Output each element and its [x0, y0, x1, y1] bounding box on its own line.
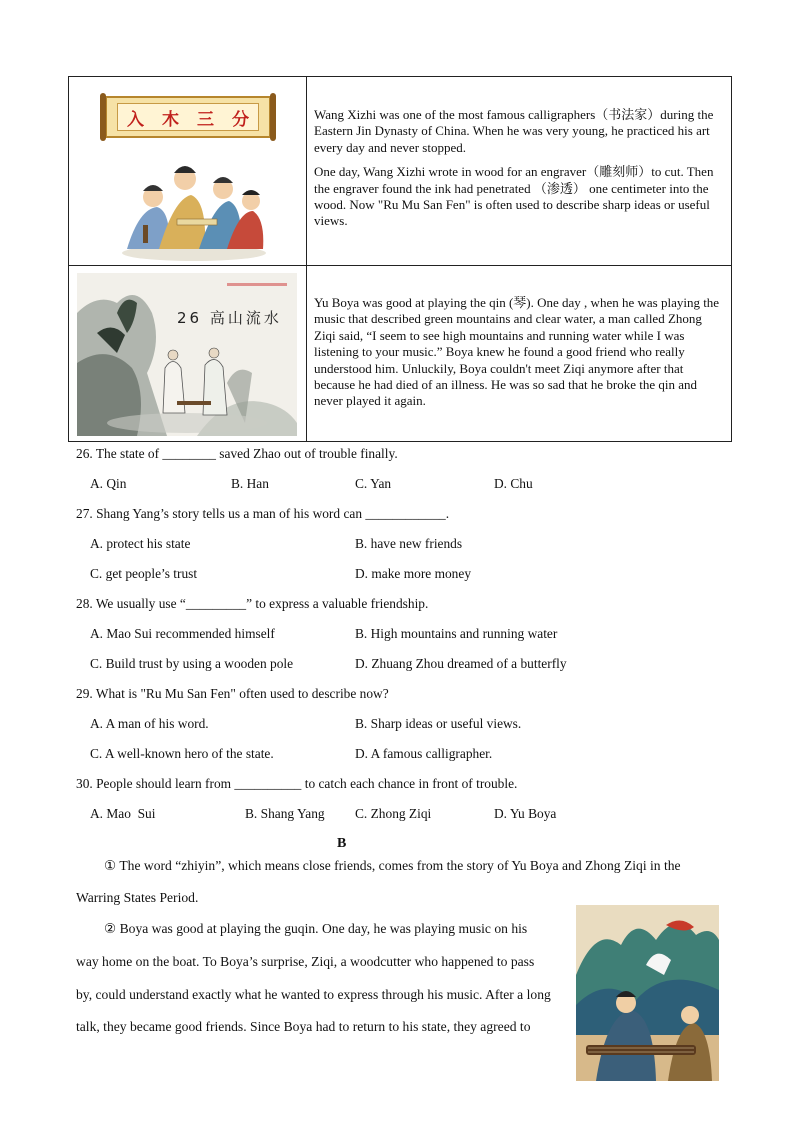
question-stem: 30. People should learn from __________ to catch each chance in front of trouble.	[76, 776, 518, 791]
question-stem: 27. Shang Yang’s story tells us a man of his word can ____________.	[76, 506, 450, 521]
landscape-illustration	[69, 266, 307, 441]
calligrapher-story-text	[314, 107, 723, 238]
people-scene-image	[119, 149, 269, 261]
answer-option: C. Yan	[355, 476, 392, 491]
passage-line: ② Boya was good at playing the guqin. One day, he was playing music on his	[104, 921, 528, 936]
title-scroll	[105, 96, 271, 138]
banner-char: 木	[162, 109, 179, 130]
story-paragraph: Yu Boya was good at playing the qin (琴). One day , when he was playing the music that described green mountains and clear water, a man called Zhong Ziqi said, “I seem to see high mountains and running water while I was listening to your music.” Boya knew he found a good friend who really understood him. Unluckily, Boya couldn't meet Ziqi anymore after that because he had died of an illness. He was so sad that he broke the qin and never played it again.	[314, 295, 720, 409]
answer-option: B. Sharp ideas or useful views.	[355, 716, 522, 731]
story-paragraph: Wang Xizhi was one of the most famous calligraphers（书法家）during the Eastern Jin Dynasty of China. When he was very young, he practiced his art every day and never stopped.	[314, 107, 714, 155]
ink-landscape-painting	[77, 273, 297, 436]
section-heading: B	[337, 836, 347, 851]
answer-option: C. Zhong Ziqi	[355, 806, 432, 821]
answer-option: A. Mao Sui	[90, 806, 156, 821]
passage-line: Warring States Period.	[76, 890, 199, 905]
banner-char: 三	[197, 109, 214, 130]
answer-option: A. Qin	[90, 476, 127, 491]
answer-option: D. Chu	[494, 476, 533, 491]
answer-option: B. have new friends	[355, 536, 463, 551]
story-table	[68, 76, 732, 442]
question-stem: 29. What is "Ru Mu San Fen" often used to describe now?	[76, 686, 389, 701]
calligraphy-illustration	[69, 77, 307, 265]
story-paragraph: One day, Wang Xizhi wrote in wood for an engraver（雕刻师）to cut. Then the engraver found the ink had penetrated （渗透） one centimeter into the wood. Now "Ru Mu San Fen" is often used to describe sharp ideas or useful views.	[314, 164, 714, 229]
answer-option: B. Han	[231, 476, 269, 491]
answer-option: B. Shang Yang	[245, 806, 325, 821]
banner-char: 分	[232, 109, 249, 130]
table-row	[69, 266, 731, 441]
scroll-banner	[117, 103, 259, 131]
answer-option: D. Zhuang Zhou dreamed of a butterfly	[355, 656, 567, 671]
question-stem: 28. We usually use “_________” to express a valuable friendship.	[76, 596, 429, 611]
answer-option: A. Mao Sui recommended himself	[90, 626, 275, 641]
table-row	[69, 77, 731, 266]
answer-option: B. High mountains and running water	[355, 626, 558, 641]
mountain-scene-image	[77, 273, 297, 436]
passage-line: by, could understand exactly what he wanted to express through his music. After a long	[76, 987, 551, 1002]
passage-line: talk, they became good friends. Since Boya had to return to his state, they agreed to	[76, 1019, 531, 1034]
question-stem: 26. The state of ________ saved Zhao out of trouble finally.	[76, 446, 398, 461]
answer-option: D. make more money	[355, 566, 472, 581]
passage-line: way home on the boat. To Boya’s surprise, Ziqi, a woodcutter who happened to pass	[76, 954, 535, 969]
guqin-player-illustration	[576, 905, 719, 1081]
painting-title: 26 高山流水	[177, 309, 282, 327]
answer-option: C. get people’s trust	[90, 566, 198, 581]
answer-option: C. A well-known hero of the state.	[90, 746, 274, 761]
answer-option: D. Yu Boya	[494, 806, 557, 821]
answer-option: D. A famous calligrapher.	[355, 746, 493, 761]
passage-line: ① The word “zhiyin”, which means close friends, comes from the story of Yu Boya and Zhong Ziqi in the	[104, 858, 681, 873]
banner-char: 入	[127, 109, 144, 130]
yu-boya-story-text	[314, 295, 723, 418]
answer-option: A. A man of his word.	[90, 716, 209, 731]
answer-option: A. protect his state	[90, 536, 191, 551]
answer-option: C. Build trust by using a wooden pole	[90, 656, 294, 671]
